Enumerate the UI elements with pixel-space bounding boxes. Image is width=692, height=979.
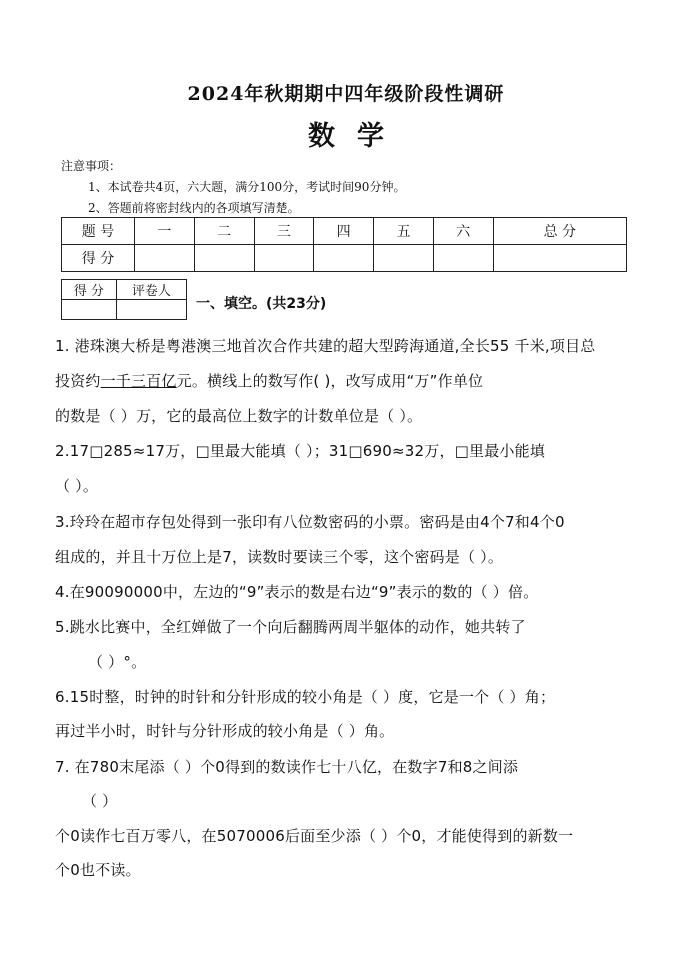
exam-title: 2024年秋期期中四年级阶段性调研 xyxy=(187,83,505,105)
score-cell-1 xyxy=(135,245,195,272)
score-cell-4 xyxy=(314,245,374,272)
q7-line-3: 个0读作七百万零八，在5070006后面至少添（ ）个0，才能使得到的新数一 xyxy=(55,827,574,845)
q1-line-2-b: 元。横线上的数写作( )，改写成用“万”作单位 xyxy=(176,372,484,390)
q1-line-1: 1. 港珠澳大桥是粤港澳三地首次合作共建的超大型跨海通道,全长55 千米,项目总 xyxy=(55,337,596,355)
q6-line-1: 6.15时整，时钟的时针和分针形成的较小角是（ ）度，它是一个（ ）角； xyxy=(55,688,556,706)
q7-line-1: 7. 在780末尾添（ ）个0得到的数读作七十八亿，在数字7和8之间添 xyxy=(55,758,519,776)
q6-line-2: 再过半小时，时针与分针形成的较小角是（ ）角。 xyxy=(55,722,395,740)
score-table-cell: 三 xyxy=(254,218,314,245)
score-row-label: 得 分 xyxy=(62,245,135,272)
score-table xyxy=(61,217,627,272)
grader-score-label: 得 分 xyxy=(62,280,117,300)
q1-line-3: 的数是（ ）万，它的最高位上数字的计数单位是（ ）。 xyxy=(55,407,423,425)
q5-line-1: 5.跳水比赛中，全红婵做了一个向后翻腾两周半躯体的动作，她共转了 xyxy=(55,618,526,636)
score-table-cell: 二 xyxy=(194,218,254,245)
q2-line-1: 2.17□285≈17万，□里最大能填（ ）；31□690≈32万，□里最小能填 xyxy=(55,442,546,460)
score-table-header-row xyxy=(62,218,627,245)
score-table-score-row xyxy=(62,245,627,272)
q1-line-2-a: 投资约 xyxy=(55,372,101,390)
notes-heading: 注意事项： xyxy=(61,159,122,173)
q7-line-4: 个0也不读。 xyxy=(55,861,141,879)
score-table-cell: 四 xyxy=(314,218,374,245)
grader-score-cell xyxy=(62,300,117,320)
grader-name-cell xyxy=(116,300,186,320)
score-cell-2 xyxy=(194,245,254,272)
score-cell-3 xyxy=(254,245,314,272)
section-heading: 一、填空。(共23分) xyxy=(196,296,327,312)
score-table-cell: 总 分 xyxy=(493,218,626,245)
grader-name-label: 评卷人 xyxy=(116,280,186,300)
score-cell-total xyxy=(493,245,626,272)
subject-title: 数学 xyxy=(308,121,406,152)
score-table-cell: 题 号 xyxy=(62,218,135,245)
score-cell-5 xyxy=(374,245,434,272)
underlined-number: 一千三百亿 xyxy=(100,372,177,390)
q5-line-2: （ ）°。 xyxy=(88,653,147,671)
score-table-cell: 一 xyxy=(135,218,195,245)
note-item-1: 1、本试卷共4页，六大题，满分100分，考试时间90分钟。 xyxy=(88,180,406,194)
q3-line-1: 3.玲玲在超市存包处得到一张印有八位数密码的小票。密码是由4个7和4个0 xyxy=(55,513,565,531)
q2-line-2: （ ）。 xyxy=(55,477,99,495)
score-table-cell: 六 xyxy=(433,218,493,245)
score-table-cell: 五 xyxy=(374,218,434,245)
q3-line-2: 组成的，并且十万位上是7，读数时要读三个零，这个密码是（ ）。 xyxy=(55,548,504,566)
q1-line-2 xyxy=(55,370,483,391)
q4-line-1: 4.在90090000中，左边的“9”表示的数是右边“9”表示的数的（ ）倍。 xyxy=(55,583,539,601)
note-item-2: 2、答题前将密封线内的各项填写清楚。 xyxy=(88,201,300,215)
score-cell-6 xyxy=(433,245,493,272)
grader-table xyxy=(61,279,187,320)
q7-line-2: （ ） xyxy=(82,792,118,810)
